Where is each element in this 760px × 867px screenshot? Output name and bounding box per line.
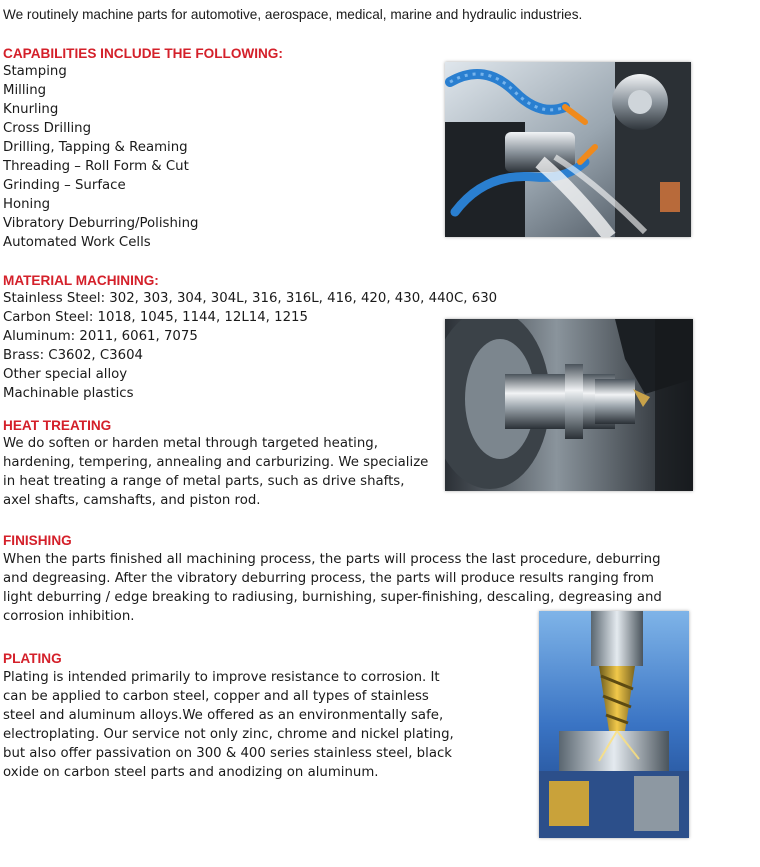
list-item: Stainless Steel: 302, 303, 304, 304L, 316, 316L, 416, 420, 430, 440C, 630 xyxy=(3,291,498,306)
material-heading: MATERIAL MACHINING: xyxy=(3,273,159,288)
list-item: Machinable plastics xyxy=(3,386,134,401)
list-item: Automated Work Cells xyxy=(3,235,151,250)
list-item: Cross Drilling xyxy=(3,121,92,136)
heat-treating-text: We do soften or harden metal through targeted heating, hardening, tempering, annealing and carburizing. We specialize in heat treating a range of metal parts, such as drive shafts, axel shafts, camshafts, and piston rod. xyxy=(3,436,429,508)
plating-text: Plating is intended primarily to improve resistance to corrosion. It can be applied to carbon steel, copper and all types of stainless steel and aluminum alloys.We offered as an environmentally safe, electroplating. Our service not only zinc, chrome and nickel plating, but also offer passivation on 300 & 400 series stainless steel, black oxide on carbon steel parts and anodizing on aluminum. xyxy=(3,670,454,780)
cnc-coolant-photo xyxy=(445,62,691,237)
capabilities-list xyxy=(3,62,198,252)
list-item: Grinding – Surface xyxy=(3,178,126,193)
capabilities-heading: CAPABILITIES INCLUDE THE FOLLOWING: xyxy=(3,46,283,61)
list-item: Threading – Roll Form & Cut xyxy=(3,159,189,174)
list-item: Brass: C3602, C3604 xyxy=(3,348,144,363)
drill-bit-photo xyxy=(539,611,689,838)
list-item: Vibratory Deburring/Polishing xyxy=(3,216,199,231)
finishing-heading: FINISHING xyxy=(3,533,72,548)
list-item: Drilling, Tapping & Reaming xyxy=(3,140,188,155)
heat-treating-heading: HEAT TREATING xyxy=(3,418,112,433)
list-item: Aluminum: 2011, 6061, 7075 xyxy=(3,329,198,344)
intro-text: We routinely machine parts for automotive, aerospace, medical, marine and hydraulic industries. xyxy=(3,7,583,22)
plating-heading: PLATING xyxy=(3,651,62,666)
material-list xyxy=(3,289,497,403)
list-item: Stamping xyxy=(3,64,67,79)
list-item: Honing xyxy=(3,197,51,212)
list-item: Carbon Steel: 1018, 1045, 1144, 12L14, 1215 xyxy=(3,310,308,325)
finishing-text: When the parts finished all machining process, the parts will process the last procedure, deburring and degreasing. After the vibratory deburring process, the parts will produce results ranging from light deburring / edge breaking to radiusing, burnishing, super-finishing, descaling, degreasing and corrosion inhibition. xyxy=(3,552,662,624)
list-item: Milling xyxy=(3,83,47,98)
list-item: Other special alloy xyxy=(3,367,128,382)
list-item: Knurling xyxy=(3,102,59,117)
lathe-shaft-photo xyxy=(445,319,693,491)
